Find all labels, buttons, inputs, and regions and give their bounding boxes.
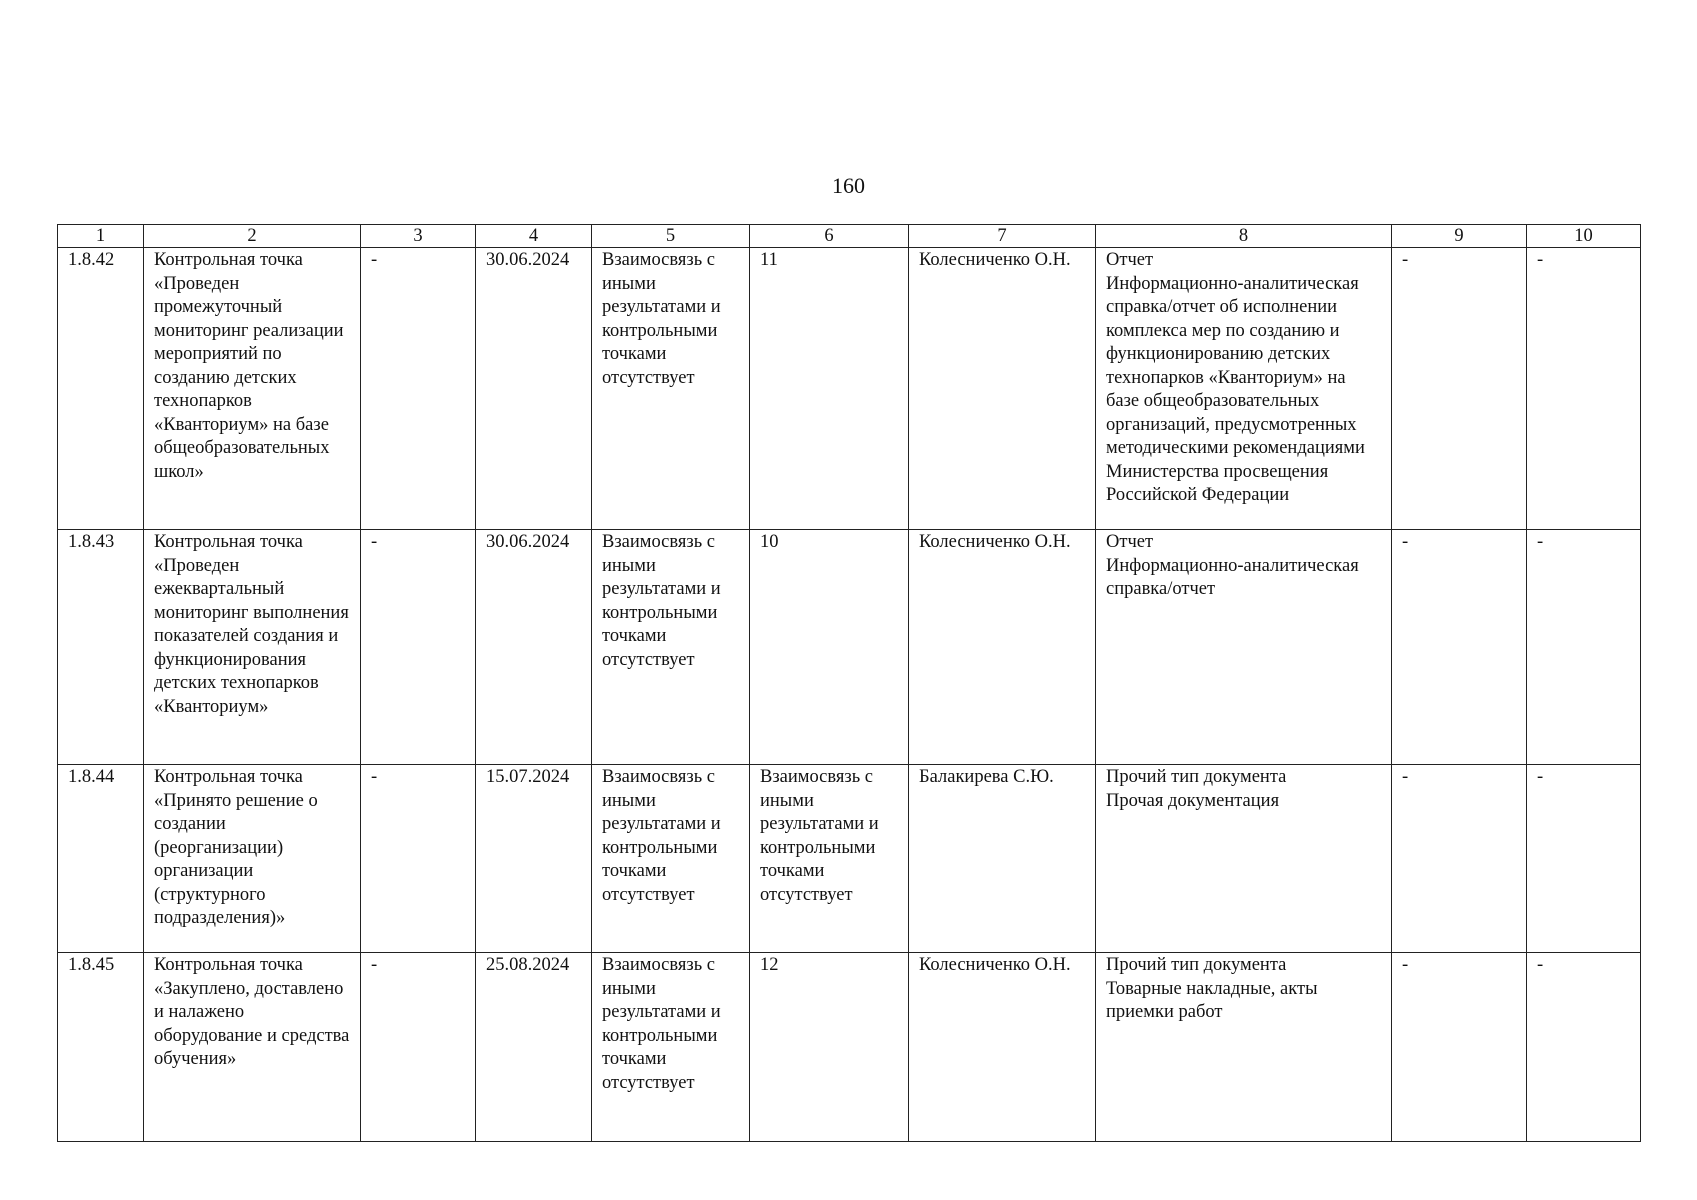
relation-text: Взаимосвязь с иными результатами и контрольными точками отсутствует [592,765,750,953]
column-header-7: 7 [909,225,1096,248]
deadline-date: 25.08.2024 [476,953,592,1142]
deadline-date: 30.06.2024 [476,530,592,765]
control-point-name: Контрольная точка «Закуплено, доставлено и налажено оборудование и средства обучения» [144,953,361,1142]
column-header-8: 8 [1096,225,1392,248]
column-header-3: 3 [361,225,476,248]
column-header-6: 6 [750,225,909,248]
column-header-2: 2 [144,225,361,248]
document-name: Прочая документация [1106,790,1280,811]
document-cell [1096,953,1392,1142]
relation-text: Взаимосвязь с иными результатами и контрольными точками отсутствует [592,953,750,1142]
document-type: Отчет [1106,250,1154,270]
document-cell [1096,248,1392,530]
document-cell [1096,530,1392,765]
control-point-name: Контрольная точка «Проведен ежеквартальный мониторинг выполнения показателей создания и функционирования детских технопарков «Кванториум» [144,530,361,765]
table-row [58,530,1641,765]
column-3-value: - [361,248,476,530]
column-header-4: 4 [476,225,592,248]
column-6-value: 12 [750,953,909,1142]
document-cell [1096,765,1392,953]
table-row [58,765,1641,953]
column-9-value: - [1392,248,1527,530]
responsible-person: Колесниченко О.Н. [909,248,1096,530]
deadline-date: 15.07.2024 [476,765,592,953]
column-9-value: - [1392,765,1527,953]
header-row [58,225,1641,248]
column-10-value: - [1527,765,1641,953]
document-name: Информационно-аналитическая справка/отчет [1106,555,1359,599]
column-header-9: 9 [1392,225,1527,248]
row-number: 1.8.42 [58,248,144,530]
column-header-5: 5 [592,225,750,248]
column-3-value: - [361,765,476,953]
document-name: Товарные накладные, акты приемки работ [1106,978,1318,1022]
deadline-date: 30.06.2024 [476,248,592,530]
column-6-value: 10 [750,530,909,765]
control-points-table [57,224,1641,1142]
column-10-value: - [1527,530,1641,765]
column-6-value: Взаимосвязь с иными результатами и контрольными точками отсутствует [750,765,909,953]
column-9-value: - [1392,953,1527,1142]
table-row [58,953,1641,1142]
row-number: 1.8.44 [58,765,144,953]
control-point-name: Контрольная точка «Принято решение о создании (реорганизации) организации (структурного подразделения)» [144,765,361,953]
relation-text: Взаимосвязь с иными результатами и контрольными точками отсутствует [592,248,750,530]
column-10-value: - [1527,953,1641,1142]
document-type: Прочий тип документа [1106,767,1287,787]
relation-text: Взаимосвязь с иными результатами и контрольными точками отсутствует [592,530,750,765]
column-3-value: - [361,953,476,1142]
column-10-value: - [1527,248,1641,530]
column-header-1: 1 [58,225,144,248]
control-point-name: Контрольная точка «Проведен промежуточный мониторинг реализации мероприятий по созданию детских технопарков «Кванториум» на базе общеобразовательных школ» [144,248,361,530]
document-type: Прочий тип документа [1106,955,1287,975]
row-number: 1.8.43 [58,530,144,765]
document-type: Отчет [1106,532,1154,552]
document-name: Информационно-аналитическая справка/отчет об исполнении комплекса мер по созданию и функционированию детских технопарков «Кванториум» на базе общеобразовательных организаций, предусмотренных методическими рекомендациями Министерства просвещения Российской Федерации [1106,273,1365,505]
column-6-value: 11 [750,248,909,530]
column-3-value: - [361,530,476,765]
table-row [58,248,1641,530]
row-number: 1.8.45 [58,953,144,1142]
page-number: 160 [832,173,865,198]
responsible-person: Колесниченко О.Н. [909,530,1096,765]
column-9-value: - [1392,530,1527,765]
column-header-10: 10 [1527,225,1641,248]
responsible-person: Колесниченко О.Н. [909,953,1096,1142]
responsible-person: Балакирева С.Ю. [909,765,1096,953]
